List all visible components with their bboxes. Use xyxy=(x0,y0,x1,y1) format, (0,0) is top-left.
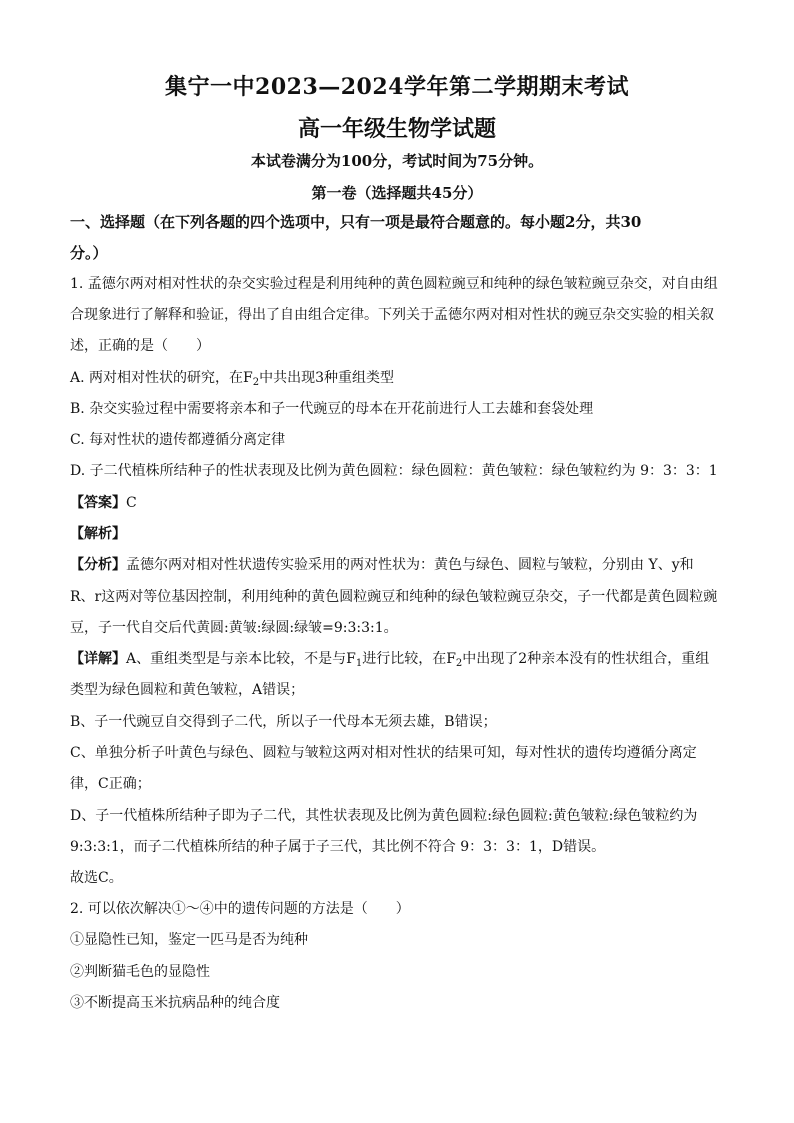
q2-stem: 2. 可以依次解决①～④中的遗传问题的方法是（ ） xyxy=(70,901,410,917)
analysis-tag: 【解析】 xyxy=(70,526,126,542)
q1-xiangjie-c-line2: 律，C正确； xyxy=(70,776,151,792)
xj-a-sub2: 2 xyxy=(455,658,463,669)
exam-subtitle: 高一年级生物学试题 xyxy=(297,116,496,142)
q1-option-d: D. 子二代植株所结种子的性状表现及比例为黄色圆粒：绿色圆粒：黄色皱粒：绿色皱粒约为 9：3：3：1 xyxy=(70,463,718,479)
exam-info: 本试卷满分为100分，考试时间为75分钟。 xyxy=(250,152,544,170)
q1-xiangjie-a-line2: 类型为绿色圆粒和黄色皱粒，A错误； xyxy=(70,682,305,698)
q1-option-a-sub: 2 xyxy=(252,377,260,388)
q1-xiangjie-d-line1: D、子一代植株所结种子即为子二代，其性状表现及比例为黄色圆粒:绿色圆粒:黄色皱粒:绿色皱粒约为 xyxy=(70,808,698,824)
q1-xiangjie-b: B、子一代豌豆自交得到子二代，所以子一代母本无须去雄，B错误； xyxy=(70,714,497,730)
fenxi-text-1: 孟德尔两对相对性状遗传实验采用的两对性状为：黄色与绿色、圆粒与皱粒，分别由 Y、y和 xyxy=(126,557,694,573)
q1-option-b: B. 杂交实验过程中需要将亲本和子一代豌豆的母本在开花前进行人工去雄和套袋处理 xyxy=(70,401,594,417)
q1-option-a-pre: A. 两对相对性状的研究，在F xyxy=(70,370,253,386)
xiangjie-tag: 【详解】 xyxy=(70,651,126,667)
q1-fenxi-line3: 豆，子一代自交后代黄圆:黄皱:绿圆:绿皱=9:3:3:1。 xyxy=(70,620,398,636)
q1-fenxi-line1 xyxy=(70,555,724,575)
q2-item-1: ①显隐性已知，鉴定一匹马是否为纯种 xyxy=(70,932,308,948)
xj-a-sub1: 1 xyxy=(355,658,363,669)
q1-answer xyxy=(70,493,724,513)
volume-title: 第一卷（选择题共45分） xyxy=(311,184,483,202)
q1-xiangjie-c-line1: C、单独分析子叶黄色与绿色、圆粒与皱粒这两对相对性状的结果可知，每对性状的遗传均遵循分离定 xyxy=(70,745,697,761)
q1-option-c: C. 每对性状的遗传都遵循分离定律 xyxy=(70,432,286,448)
xj-a-pre: A、重组类型是与亲本比较，不是与F xyxy=(126,651,356,667)
q1-fenxi-line2: R、r这两对等位基因控制，利用纯种的黄色圆粒豌豆和纯种的绿色皱粒豌豆杂交，子一代都是黄色圆粒豌 xyxy=(70,589,718,605)
fenxi-tag: 【分析】 xyxy=(70,557,126,573)
q1-option-a xyxy=(70,368,724,388)
answer-value: C xyxy=(126,495,137,511)
q1-stem-line1: 1. 孟德尔两对相对性状的杂交实验过程是利用纯种的黄色圆粒豌豆和纯种的绿色皱粒豌豆杂交，对自由组 xyxy=(70,276,718,292)
exam-title: 集宁一中2023—2024学年第二学期期末考试 xyxy=(165,74,629,100)
section-heading-line1: 一、选择题（在下列各题的四个选项中，只有一项是最符合题意的。每小题2分，共30 xyxy=(70,213,642,231)
q1-conclusion: 故选C。 xyxy=(70,870,123,886)
q1-stem-line2: 合现象进行了解释和验证，得出了自由组合定律。下列关于孟德尔两对相对性状的豌豆杂交实验的相关叙 xyxy=(70,307,714,323)
section-heading-line2: 分。） xyxy=(70,244,108,262)
q2-item-2: ②判断猫毛色的显隐性 xyxy=(70,964,210,980)
q1-option-a-post: 中共出现3种重组类型 xyxy=(259,370,395,386)
q1-xiangjie-d-line2: 9:3:3:1，而子二代植株所结的种子属于子三代，其比例不符合 9：3：3：1，D错误。 xyxy=(70,839,606,855)
xj-a-mid: 进行比较，在F xyxy=(362,651,456,667)
xj-a-post: 中出现了2种亲本没有的性状组合，重组 xyxy=(462,651,710,667)
q2-item-3: ③不断提高玉米抗病品种的纯合度 xyxy=(70,995,280,1011)
q1-xiangjie-a-line1 xyxy=(70,649,724,669)
answer-tag: 【答案】 xyxy=(70,495,126,511)
q1-stem-line3: 述，正确的是（ ） xyxy=(70,338,210,354)
